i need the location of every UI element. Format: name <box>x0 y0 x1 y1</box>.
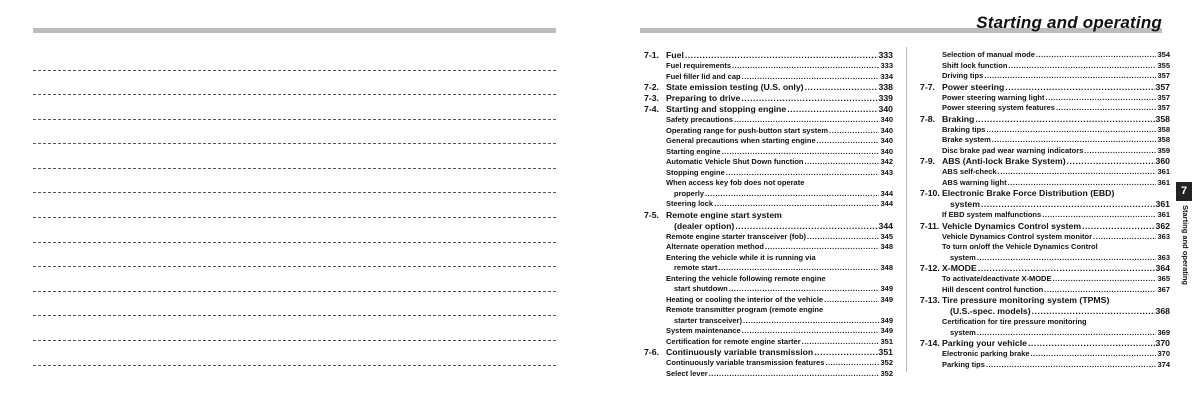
note-line <box>33 119 556 120</box>
toc-page-number: 344 <box>878 220 893 231</box>
toc-page-number: 351 <box>880 336 893 346</box>
toc-entry-title: Remote engine start system <box>666 209 782 220</box>
note-line <box>33 291 556 292</box>
toc-leader-dots <box>998 167 1157 178</box>
toc-subsection-entry[interactable] <box>644 242 893 253</box>
toc-subsection-entry[interactable] <box>644 295 893 306</box>
toc-leader-dots <box>975 114 1154 125</box>
toc-page-number: 358 <box>1157 124 1170 134</box>
toc-page-number: 361 <box>1157 210 1170 219</box>
toc-entry-title: Brake system <box>942 135 991 144</box>
toc-entry-title: Parking your vehicle <box>942 338 1027 348</box>
toc-subsection-entry[interactable] <box>644 232 893 243</box>
toc-entry-title: Braking <box>942 113 975 124</box>
toc-subsection-entry[interactable] <box>644 147 893 158</box>
toc-leader-dots <box>1008 178 1157 189</box>
toc-entry-title: Automatic Vehicle Shut Down function <box>666 157 804 166</box>
chapter-tab-label: Starting and operating <box>1181 205 1190 286</box>
toc-chapter-entry[interactable] <box>920 263 1170 274</box>
toc-subsection-entry[interactable] <box>920 71 1170 82</box>
toc-entry-title: Braking tips <box>942 124 986 134</box>
toc-page-number: 357 <box>1155 81 1170 92</box>
toc-subsection-entry[interactable] <box>644 337 893 348</box>
toc-subsection-entry[interactable] <box>920 349 1170 360</box>
toc-section-number: 7-5. <box>644 209 659 220</box>
toc-entry-title: Disc brake pad wear warning indicators <box>942 145 1084 155</box>
toc-page-number: 357 <box>1157 71 1170 80</box>
toc-leader-dots <box>977 328 1157 339</box>
toc-subsection-entry[interactable] <box>920 125 1170 136</box>
toc-entry-title: Certification for tire pressure monitoring <box>942 317 1087 326</box>
toc-leader-dots <box>807 232 879 243</box>
toc-section-number: 7-13. <box>920 295 940 305</box>
toc-leader-dots <box>742 326 880 337</box>
toc-leader-dots <box>1042 210 1156 221</box>
toc-page-number: 357 <box>1157 92 1170 102</box>
toc-entry-title: General precautions when starting engine <box>666 136 816 145</box>
note-line <box>33 340 556 341</box>
toc-entry-title: system <box>950 199 980 209</box>
toc-entry-title: Power steering <box>942 81 1005 92</box>
toc-chapter-entry[interactable] <box>920 221 1170 232</box>
toc-subsection-entry[interactable] <box>644 136 893 147</box>
toc-leader-dots <box>732 61 879 72</box>
toc-entry-title: Fuel <box>666 50 684 60</box>
toc-page-number: 359 <box>1157 145 1170 155</box>
toc-leader-dots <box>1052 274 1156 285</box>
toc-page-number: 368 <box>1155 306 1170 316</box>
toc-subsection-entry[interactable] <box>644 168 893 179</box>
toc-page-number: 364 <box>1155 263 1170 273</box>
toc-page-number: 374 <box>1157 359 1170 369</box>
toc-leader-dots <box>1028 338 1155 349</box>
toc-entry-title: Stopping engine <box>666 167 725 177</box>
toc-leader-dots <box>817 136 880 147</box>
toc-chapter-entry[interactable] <box>644 347 893 358</box>
toc-subsection-entry[interactable] <box>920 50 1170 61</box>
toc-section-number: 7-8. <box>920 113 935 124</box>
toc-leader-dots <box>729 284 880 295</box>
toc-entry-title: system <box>950 252 976 262</box>
toc-page-number: 354 <box>1157 50 1170 59</box>
toc-page-number: 352 <box>880 368 893 378</box>
toc-leader-dots <box>802 337 880 348</box>
toc-entry-title: Shift lock function <box>942 60 1008 70</box>
toc-leader-dots <box>978 263 1155 274</box>
toc-page-number: 357 <box>1157 103 1170 112</box>
toc-section-number: 7-1. <box>644 50 659 60</box>
toc-chapter-entry[interactable] <box>920 114 1170 125</box>
toc-leader-dots <box>824 295 879 306</box>
toc-page-number: 369 <box>1157 327 1170 337</box>
toc-subsection-entry[interactable] <box>920 178 1170 189</box>
toc-leader-dots <box>1046 93 1157 104</box>
toc-entry-title: State emission testing (U.S. only) <box>666 82 804 92</box>
toc-leader-dots <box>992 135 1157 146</box>
toc-entry-title: When access key fob does not operate <box>666 178 805 187</box>
toc-subsection-entry[interactable] <box>920 61 1170 72</box>
toc-page-number: 349 <box>880 315 893 325</box>
toc-section-number: 7-12. <box>920 263 940 273</box>
toc-page-number: 340 <box>880 136 893 145</box>
toc-leader-dots <box>709 369 880 380</box>
toc-subsection-entry[interactable] <box>920 146 1170 157</box>
toc-entry-title: Certification for remote engine starter <box>666 336 801 346</box>
toc-page-number: 339 <box>878 93 893 103</box>
toc-leader-dots <box>805 157 880 168</box>
toc-chapter-entry[interactable] <box>644 93 893 104</box>
toc-chapter-entry[interactable] <box>644 104 893 115</box>
toc-page-number: 333 <box>878 50 893 60</box>
toc-entry-title: Vehicle Dynamics Control system monitor <box>942 231 1093 241</box>
toc-section-number: 7-11. <box>920 220 940 231</box>
toc-page-number: 361 <box>1157 177 1170 187</box>
toc-entry-title: To turn on/off the Vehicle Dynamics Control <box>942 242 1098 251</box>
toc-entry-title: Parking tips <box>942 359 985 369</box>
toc-entry-title: properly <box>674 188 705 198</box>
note-line <box>33 70 556 71</box>
toc-entry-title: Heating or cooling the interior of the vehicle <box>666 294 824 304</box>
toc-subsection-entry[interactable] <box>920 232 1170 243</box>
toc-column-1 <box>644 50 893 379</box>
toc-section-number: 7-6. <box>644 347 659 357</box>
toc-leader-dots <box>714 199 879 210</box>
toc-page-number: 349 <box>880 326 893 335</box>
toc-entry-title: Fuel requirements <box>666 61 732 70</box>
toc-chapter-entry[interactable] <box>920 82 1170 93</box>
toc-leader-dots <box>685 50 878 61</box>
toc-entry-title: Alternate operation method <box>666 242 764 251</box>
toc-subsection-entry[interactable] <box>920 274 1170 285</box>
toc-page-number: 370 <box>1157 349 1170 358</box>
toc-leader-dots <box>722 147 880 158</box>
toc-leader-dots <box>726 168 880 179</box>
toc-page-number: 351 <box>878 347 893 357</box>
toc-page-number: 349 <box>880 284 893 293</box>
toc-subsection-entry[interactable] <box>920 103 1170 114</box>
toc-subsection-entry[interactable] <box>644 157 893 168</box>
toc-subsection-entry[interactable] <box>644 115 893 126</box>
toc-leader-dots <box>986 125 1156 136</box>
toc-page-number: 333 <box>880 61 893 70</box>
toc-page-number: 358 <box>1157 135 1170 144</box>
toc-section-number: 7-4. <box>644 104 659 114</box>
toc-page-number: 334 <box>880 71 893 81</box>
toc-page-number: 360 <box>1155 156 1170 166</box>
chapter-tab[interactable]: 7 <box>1176 182 1192 201</box>
toc-entry-title: Entering the vehicle following remote engine <box>666 273 826 283</box>
toc-page-number: 363 <box>1157 231 1170 241</box>
toc-subsection-entry[interactable] <box>644 126 893 137</box>
toc-leader-dots <box>825 358 879 369</box>
toc-leader-dots <box>814 347 877 358</box>
toc-subsection-entry[interactable] <box>644 178 893 199</box>
note-line <box>33 192 556 193</box>
note-line <box>33 217 556 218</box>
toc-subsection-entry[interactable] <box>644 274 893 295</box>
toc-subsection-entry[interactable] <box>644 358 893 369</box>
toc-entry-title: Steering lock <box>666 199 714 208</box>
toc-page-number: 362 <box>1155 220 1170 231</box>
toc-leader-dots <box>742 72 880 83</box>
toc-page-number: 344 <box>880 188 893 198</box>
toc-entry-title: Continuously variable transmission <box>666 347 814 357</box>
toc-page-number: 365 <box>1157 274 1170 283</box>
toc-page-number: 345 <box>880 231 893 241</box>
note-line <box>33 143 556 144</box>
toc-page-number: 349 <box>880 294 893 304</box>
toc-page-number: 361 <box>1157 167 1170 176</box>
column-divider <box>906 47 907 372</box>
toc-entry-title: Remote engine starter transceiver (fob) <box>666 231 807 241</box>
toc-page-number: 342 <box>880 157 893 166</box>
toc-subsection-entry[interactable] <box>644 253 893 274</box>
toc-leader-dots <box>1093 232 1156 243</box>
toc-page-number: 352 <box>880 358 893 367</box>
toc-page-number: 338 <box>878 82 893 92</box>
toc-chapter-entry[interactable] <box>644 82 893 93</box>
toc-leader-dots <box>981 199 1155 210</box>
toc-leader-dots <box>977 253 1157 264</box>
note-line <box>33 365 556 366</box>
toc-leader-dots <box>1036 50 1157 61</box>
left-page-header-bar <box>33 28 556 33</box>
toc-leader-dots <box>741 93 877 104</box>
toc-entry-title: To activate/deactivate X-MODE <box>942 274 1052 283</box>
toc-section-number: 7-7. <box>920 81 935 92</box>
toc-entry-title: Safety precautions <box>666 115 734 124</box>
toc-page-number: 367 <box>1157 284 1170 294</box>
toc-section-number: 7-14. <box>920 338 940 348</box>
toc-page-number: 340 <box>880 125 893 135</box>
toc-page-number: 355 <box>1157 60 1170 70</box>
toc-chapter-entry[interactable] <box>644 50 893 61</box>
toc-page-number: 370 <box>1155 338 1170 348</box>
toc-entry-title: remote start <box>674 263 718 272</box>
toc-page-number: 348 <box>880 242 893 251</box>
toc-leader-dots <box>986 360 1157 371</box>
note-line <box>33 315 556 316</box>
toc-leader-dots <box>1032 306 1155 317</box>
toc-entry-title: X-MODE <box>942 263 977 273</box>
toc-section-number: 7-2. <box>644 82 659 92</box>
toc-leader-dots <box>1005 82 1154 93</box>
toc-entry-title: System maintenance <box>666 326 741 335</box>
toc-entry-title: Driving tips <box>942 71 984 80</box>
page-title: Starting and operating <box>976 13 1162 32</box>
toc-leader-dots <box>718 263 879 274</box>
toc-leader-dots <box>1067 156 1155 167</box>
toc-entry-title: start shutdown <box>674 284 728 293</box>
toc-entry-title: Power steering system features <box>942 103 1055 112</box>
toc-entry-title: Fuel filler lid and cap <box>666 71 741 81</box>
toc-entry-title: ABS (Anti-lock Brake System) <box>942 156 1066 166</box>
toc-leader-dots <box>1008 61 1156 72</box>
toc-leader-dots <box>1031 349 1157 360</box>
toc-entry-title: Select lever <box>666 368 708 378</box>
toc-page-number: 340 <box>880 146 893 156</box>
toc-leader-dots <box>1084 146 1156 157</box>
toc-entry-title: Continuously variable transmission features <box>666 358 825 367</box>
note-line <box>33 266 556 267</box>
toc-leader-dots <box>734 115 879 126</box>
toc-chapter-entry[interactable] <box>920 156 1170 167</box>
toc-page-number: 348 <box>880 263 893 272</box>
toc-chapter-entry[interactable] <box>920 295 1170 317</box>
toc-leader-dots <box>805 82 878 93</box>
toc-subsection-entry[interactable] <box>920 242 1170 263</box>
toc-leader-dots <box>743 316 880 327</box>
toc-subsection-entry[interactable] <box>920 317 1170 338</box>
toc-leader-dots <box>765 242 880 253</box>
toc-subsection-entry[interactable] <box>644 72 893 83</box>
toc-leader-dots <box>735 221 877 232</box>
note-line <box>33 168 556 169</box>
toc-leader-dots <box>1082 221 1154 232</box>
toc-entry-title: Hill descent control function <box>942 284 1044 294</box>
toc-chapter-entry[interactable] <box>644 210 893 232</box>
toc-subsection-entry[interactable] <box>920 285 1170 296</box>
toc-entry-title: ABS self-check <box>942 167 997 176</box>
note-line <box>33 94 556 95</box>
toc-chapter-entry[interactable] <box>920 338 1170 349</box>
toc-subsection-entry[interactable] <box>920 167 1170 178</box>
toc-subsection-entry[interactable] <box>644 326 893 337</box>
toc-subsection-entry[interactable] <box>644 199 893 210</box>
toc-subsection-entry[interactable] <box>920 135 1170 146</box>
toc-entry-title: Starting and stopping engine <box>666 104 787 114</box>
toc-column-2 <box>920 50 1170 370</box>
toc-page-number: 344 <box>880 199 893 208</box>
toc-page-number: 358 <box>1155 113 1170 124</box>
toc-entry-title: Selection of manual mode <box>942 50 1035 59</box>
toc-subsection-entry[interactable] <box>644 61 893 72</box>
toc-entry-title: (dealer option) <box>674 220 735 231</box>
toc-entry-title: Electronic parking brake <box>942 349 1030 358</box>
toc-entry-title: (U.S.-spec. models) <box>950 306 1031 316</box>
toc-leader-dots <box>1044 285 1156 296</box>
toc-entry-title: Entering the vehicle while it is running via <box>666 252 816 262</box>
toc-leader-dots <box>829 126 879 137</box>
toc-entry-title: system <box>950 327 976 337</box>
toc-page-number: 340 <box>880 115 893 124</box>
toc-entry-title: Tire pressure monitoring system (TPMS) <box>942 295 1110 305</box>
toc-entry-title: Operating range for push-button start system <box>666 125 829 135</box>
toc-entry-title: starter transceiver) <box>674 315 742 325</box>
toc-entry-title: ABS warning light <box>942 177 1007 187</box>
toc-subsection-entry[interactable] <box>644 369 893 380</box>
toc-subsection-entry[interactable] <box>920 93 1170 104</box>
toc-page-number: 363 <box>1157 252 1170 262</box>
toc-leader-dots <box>705 189 879 200</box>
toc-page-number: 343 <box>880 167 893 177</box>
toc-section-number: 7-3. <box>644 93 659 103</box>
toc-page-number: 340 <box>878 104 893 114</box>
toc-subsection-entry[interactable] <box>920 210 1170 221</box>
toc-entry-title: If EBD system malfunctions <box>942 210 1042 219</box>
toc-chapter-entry[interactable] <box>920 188 1170 210</box>
toc-leader-dots <box>787 104 877 115</box>
toc-entry-title: Remote transmitter program (remote engine <box>666 305 824 314</box>
toc-entry-title: Electronic Brake Force Distribution (EBD) <box>942 188 1115 198</box>
toc-entry-title: Starting engine <box>666 146 721 156</box>
toc-section-number: 7-9. <box>920 156 935 166</box>
toc-entry-title: Vehicle Dynamics Control system <box>942 220 1082 231</box>
toc-leader-dots <box>1056 103 1157 114</box>
toc-leader-dots <box>984 71 1156 82</box>
toc-subsection-entry[interactable] <box>644 305 893 326</box>
toc-entry-title: Power steering warning light <box>942 92 1045 102</box>
toc-subsection-entry[interactable] <box>920 360 1170 371</box>
toc-page-number: 361 <box>1155 199 1170 209</box>
toc-section-number: 7-10. <box>920 188 940 198</box>
note-line <box>33 242 556 243</box>
toc-entry-title: Preparing to drive <box>666 93 741 103</box>
